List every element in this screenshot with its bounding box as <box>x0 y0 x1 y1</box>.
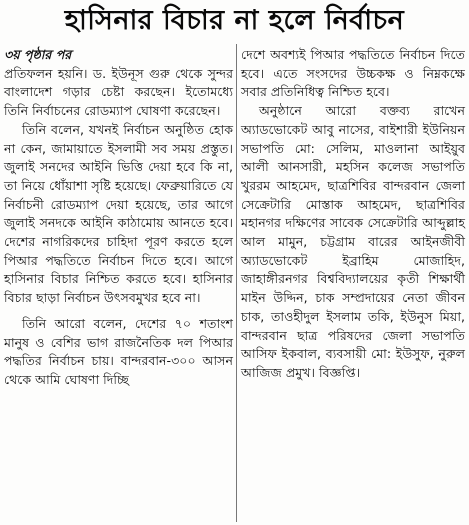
paragraph-2: তিনি বলেন, যখনই নির্বাচন অনুষ্ঠিত হোক না কেন, জামায়াতে ইসলামী সব সময় প্রস্তুত। জুলাই সনদের আইনি ভিত্তি দেয়া হবে কি না, তা নিয়ে ধোঁয়াশা সৃষ্টি হয়েছে। ফেব্রুয়ারিতে যে নির্বাচনী রোডম্যাপ দেয়া হয়েছে, তার আগে জুলাই সনদকে আইনি কাঠামোয় আনতে হবে। দেশের নাগরিকদের চাহিদা পূরণ করতে হলে পিআর পদ্ধতিতে নির্বাচন দিতে হবে। আগে হাসিনার বিচার নিশ্চিত করতে হবে। হাসিনার বিচার ছাড়া নির্বাচন উৎসবমুখর হবে না। <box>4 121 233 306</box>
headline: হাসিনার বিচার না হলে নির্বাচন <box>64 5 405 36</box>
continued-from-label: ৩য় পৃষ্ঠার পর <box>4 47 72 62</box>
column-divider <box>236 44 237 522</box>
paragraph-5: অনুষ্ঠানে আরো বক্তব্য রাখেন অ্যাডভোকেট আবু নাসের, বাইশারী ইউনিয়ন সভাপতি মো: সেলিম, মাওলানা আইয়ুব আলী আনসারী, মহসিন কলেজ সভাপতি খুররম আহমেদ, ছাত্রশিবির বান্দরবান জেলা সেক্রেটারি মোস্তাক আহমেদ, ছাত্রশিবির মহানগর দক্ষিণের সাবেক সেক্রেটারি আব্দুল্লাহ আল মামুন, চট্টগ্রাম বারের আইনজীবী অ্যাডভোকেট ইব্রাহিম মোজাহিদ, জাহাঙ্গীরনগর বিশ্ববিদ্যালয়ের কৃতী শিক্ষার্থী মাইন উদ্দিন, চাক সম্প্রদায়ের নেতা জীবন চাক, তাওহীদুল ইসলাম তকি, ইউনুস মিয়া, বান্দরবান ছাত্র পরিষদের জেলা সভাপতি আসিফ ইকবাল, ব্যবসায়ী মো: ইউসুফ, নুরুল আজিজ প্রমুখ। বিজ্ঞপ্তি। <box>241 103 465 380</box>
right-column <box>241 46 465 383</box>
paragraph-1: প্রতিফলন হয়নি। ড. ইউনূস গুরু থেকে সুন্দর বাংলাদেশ গড়ার চেষ্টা করছেন। ইতোমধ্যে তিনি নির্বাচনের রোডম্যাপ ঘোষণা করেছেন। <box>4 65 233 119</box>
paragraph-3: তিনি আরো বলেন, দেশের ৭০ শতাংশ মানুষ ও বেশির ভাগ রাজনৈতিক দল পিআর পদ্ধতির নির্বাচন চায়। বান্দরবান-৩০০ আসন থেকে আমি ঘোষণা দিচ্ছি <box>4 315 233 387</box>
paragraph-4: দেশে অবশ্যই পিআর পদ্ধতিতে নির্বাচন দিতে হবে। এতে সংসদের উচ্চকক্ষ ও নিম্নকক্ষে সবার প্রতিনিধিত্ব নিশ্চিত হবে। <box>241 47 465 100</box>
left-column <box>4 46 233 390</box>
